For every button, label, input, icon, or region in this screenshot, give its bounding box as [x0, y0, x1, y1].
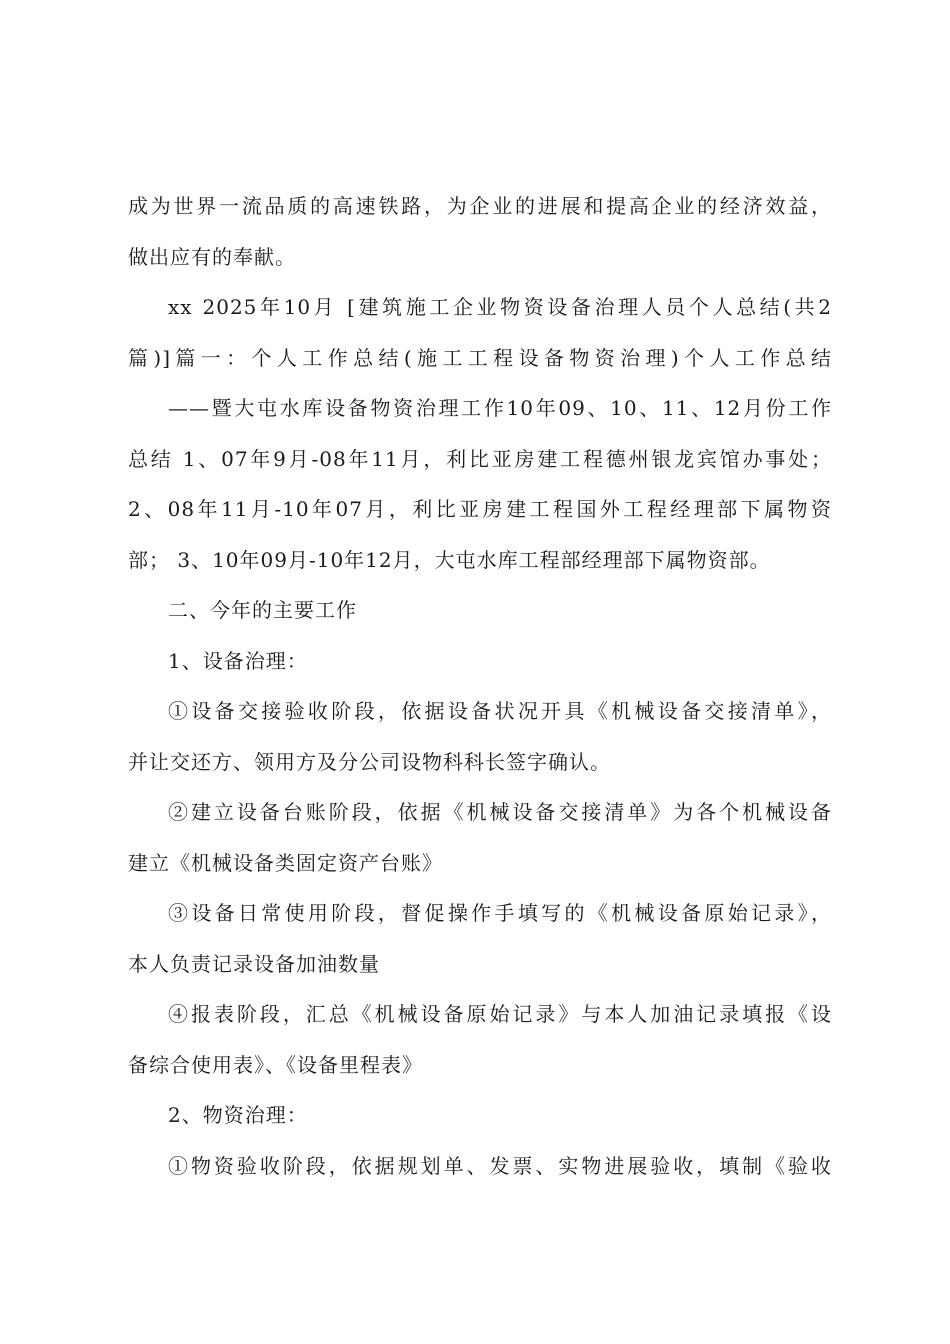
paragraph-line: 成为世界一流品质的高速铁路，为企业的进展和提高企业的经济效益，	[128, 194, 832, 218]
paragraph-line: 部； 3、10年09月-10年12月，大屯水库工程部经理部下属物资部。	[128, 547, 771, 572]
paragraph-line: ④报表阶段，汇总《机械设备原始记录》与本人加油记录填报《设	[168, 1002, 832, 1026]
paragraph-line: ②建立设备台账阶段，依据《机械设备交接清单》为各个机械设备	[168, 800, 832, 824]
subsection-heading: 1、设备治理：	[168, 648, 308, 673]
paragraph-line: ——暨大屯水库设备物资治理工作10年09、10、11、12月份工作	[168, 396, 832, 420]
paragraph-line: ①物资验收阶段，依据规划单、发票、实物进展验收，填制《验收	[168, 1153, 832, 1178]
paragraph-line: 备综合使用表》、《设备里程表》	[128, 1052, 423, 1077]
subsection-heading: 2、物资治理：	[168, 1103, 308, 1127]
paragraph-line: 做出应有的奉献。	[128, 244, 296, 269]
paragraph-line: ③设备日常使用阶段，督促操作手填写的《机械设备原始记录》，	[168, 901, 832, 925]
paragraph-line: xx 2025年10月 [建筑施工企业物资设备治理人员个人总结(共2	[168, 295, 832, 319]
paragraph-line: 2、08年11月-10年07月，利比亚房建工程国外工程经理部下属物资	[128, 497, 832, 521]
section-heading: 二、今年的主要工作	[168, 598, 357, 622]
paragraph-line: 并让交还方、领用方及分公司设物科科长签字确认。	[128, 749, 611, 774]
document-body	[128, 181, 832, 1191]
paragraph-line: 篇)]篇一：个人工作总结(施工工程设备物资治理)个人工作总结	[128, 345, 832, 370]
paragraph-line: 本人负责记录设备加油数量	[128, 951, 380, 976]
paragraph-line: ①设备交接验收阶段，依据设备状况开具《机械设备交接清单》，	[168, 699, 832, 723]
paragraph-line: 建立《机械设备类固定资产台账》	[128, 850, 443, 875]
paragraph-line: 总结 1、07年9月-08年11月，利比亚房建工程德州银龙宾馆办事处；	[128, 446, 832, 471]
